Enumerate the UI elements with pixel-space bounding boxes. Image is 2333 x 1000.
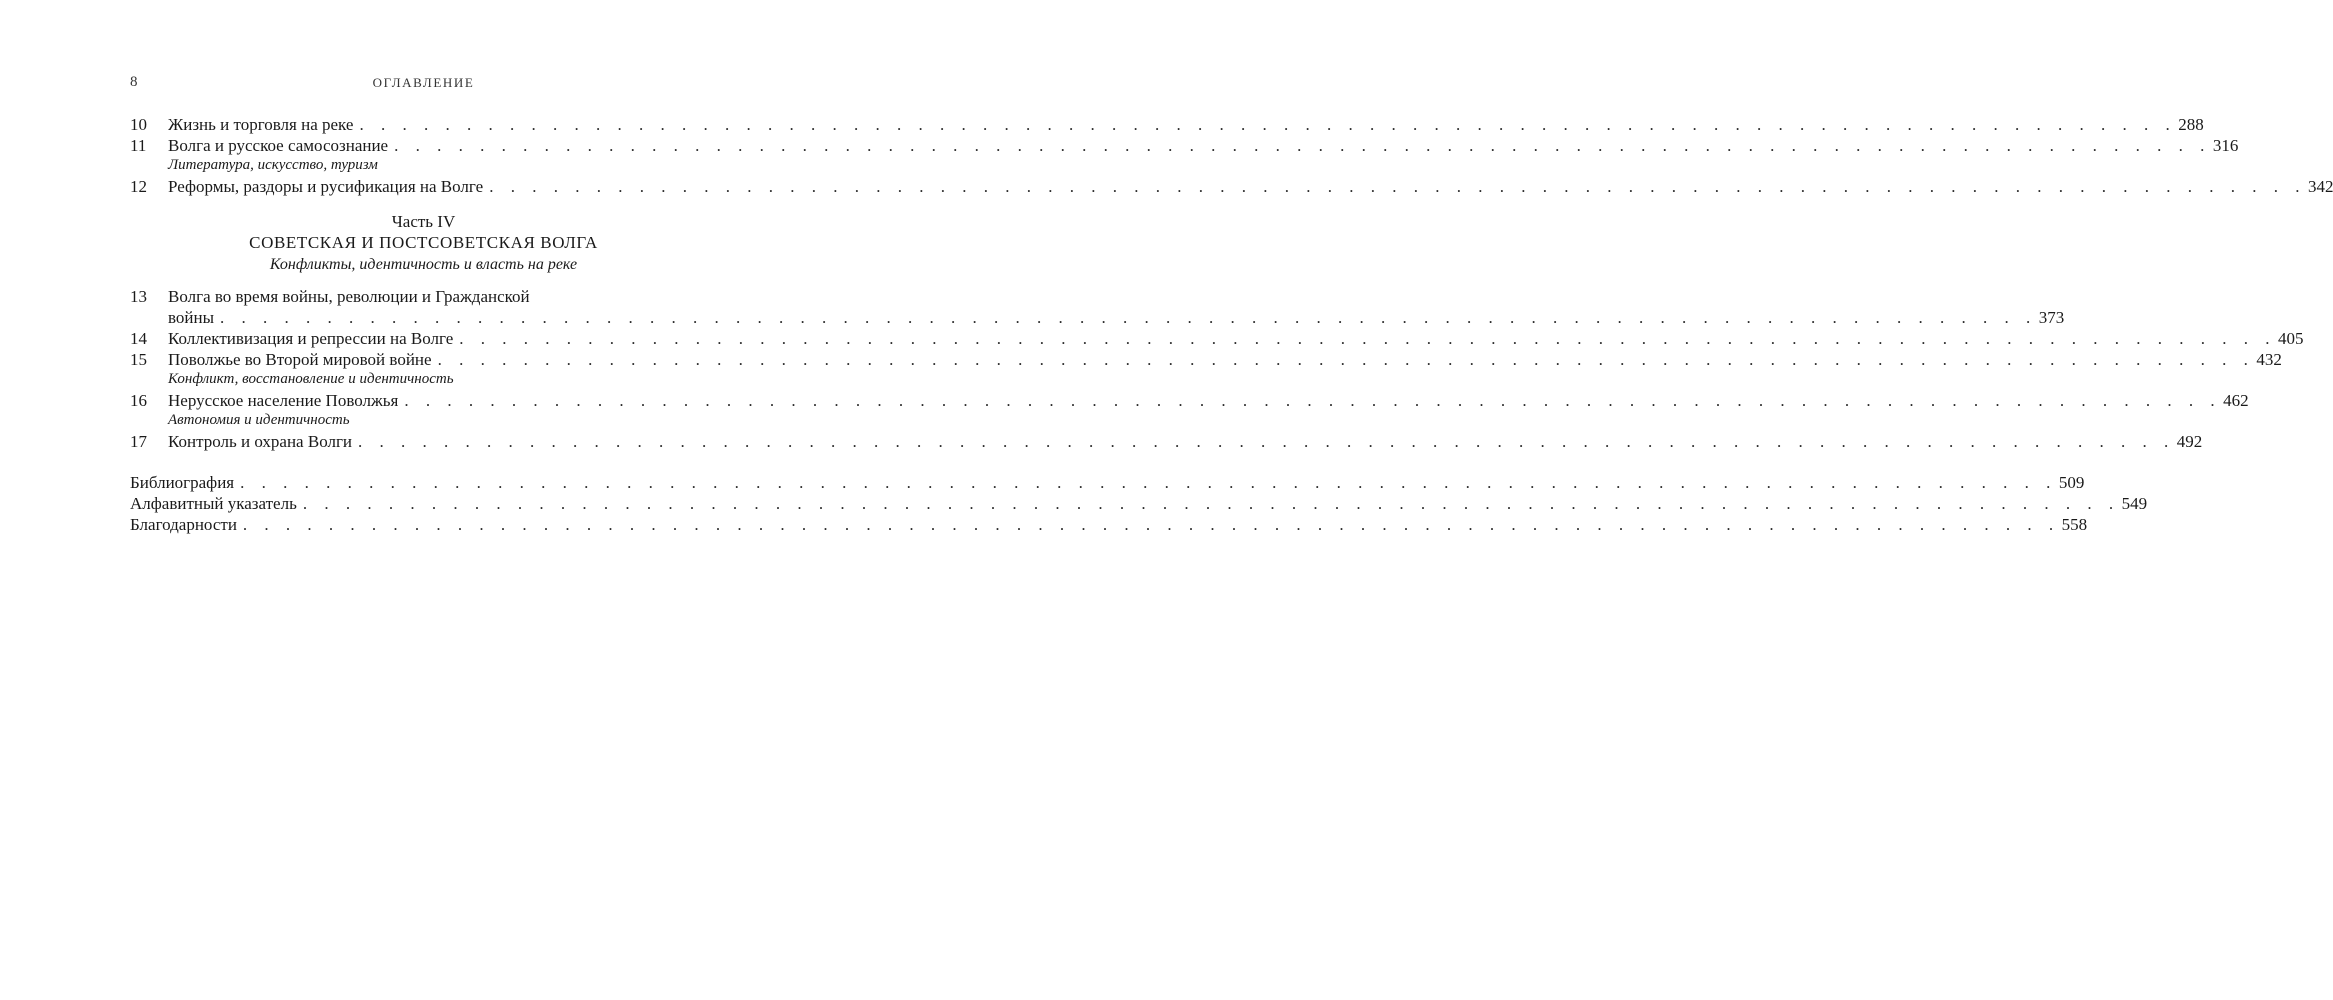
chapter-number: 11 [130,136,147,155]
back-matter-title: Благодарности [130,515,237,534]
page-ref: 492 [2176,432,2203,451]
dot-leader: . . . . . . . . . . . . . . . . . . . . . . . . . . . . . . . . . . . . . . . . . . . . . . . . . . . . . . . . . . . . . . . . . . . . . . . . . . . . . . . . . . . . . [394,136,2211,155]
chapter-number: 10 [130,115,147,134]
page-ref: 342 [2307,177,2333,196]
toc-entry-17[interactable] [130,431,2203,452]
part-heading [130,211,717,275]
toc-entry-13[interactable] [130,286,2065,328]
page-ref: 558 [2061,515,2088,534]
dot-leader: . . . . . . . . . . . . . . . . . . . . . . . . . . . . . . . . . . . . . . . . . . . . . . . . . . . . . . . . . . . . . . . . . . . . . . . . . . . . . . . . . . . . . [242,515,2060,534]
chapter-subtitle: Автономия и идентичность [168,412,350,428]
chapter-subtitle: Конфликт, восстановление и идентичность [168,371,454,387]
page-ref: 432 [2256,350,2282,369]
page-ref: 316 [2212,136,2239,155]
running-head [130,74,717,98]
toc-entry-15[interactable] [130,349,2282,390]
chapter-number: 12 [130,177,147,196]
chapter-title: Реформы, раздоры и русификация на Волге [168,177,484,196]
toc-entry-11[interactable] [130,135,2239,176]
dot-leader: . . . . . . . . . . . . . . . . . . . . . . . . . . . . . . . . . . . . . . . . . . . . . . . . . . . . . . . . . . . . . . . . . . . . . . . . . . . . . . . . . . . . . [220,308,2037,327]
chapter-number: 15 [130,350,147,369]
chapter-title: Нерусское население Поволжья [168,391,399,410]
chapter-number: 13 [130,287,147,306]
page-number: 8 [130,74,138,90]
book-page [130,74,2333,535]
part-label: Часть IV [391,212,456,231]
dot-leader: . . . . . . . . . . . . . . . . . . . . . . . . . . . . . . . . . . . . . . . . . . . . . . . . . . . . . . . . . . . . . . . . . . . . . . . . . . . . . . . . . . . . . [240,473,2057,492]
part-subtitle: Конфликты, идентичность и власть на реке [269,256,578,273]
dot-leader: . . . . . . . . . . . . . . . . . . . . . . . . . . . . . . . . . . . . . . . . . . . . . . . . . . . . . . . . . . . . . . . . . . . . . . . . . . . . . . . . . . . . . [404,391,2222,410]
chapter-subtitle: Литература, искусство, туризм [168,157,378,173]
toc-chapters-top [130,114,2333,197]
chapter-title: Жизнь и торговля на реке [168,115,354,134]
toc-entry-14[interactable] [130,328,2304,349]
chapter-number: 16 [130,391,147,410]
chapter-title: Поволжье во Второй мировой войне [168,350,432,369]
back-matter-title: Библиография [130,473,235,492]
chapter-title: Контроль и охрана Волги [168,432,353,451]
chapter-number: 17 [130,432,147,451]
dot-leader: . . . . . . . . . . . . . . . . . . . . . . . . . . . . . . . . . . . . . . . . . . . . . . . . . . . . . . . . . . . . . . . . . . . . . . . . . . . . . . . . . . . . . [302,494,2120,513]
page-ref: 373 [2038,308,2065,327]
toc-back-matter [130,472,2148,535]
chapter-number: 14 [130,329,147,348]
dot-leader: . . . . . . . . . . . . . . . . . . . . . . . . . . . . . . . . . . . . . . . . . . . . . . . . . . . . . . . . . . . . . . . . . . . . . . . . . . . . . . . . . . . . . [359,115,2177,134]
toc-entry-acknowledgements[interactable] [130,514,2088,535]
running-title: ОГЛАВЛЕНИЕ [372,75,475,90]
page-ref: 405 [2278,329,2304,348]
dot-leader: . . . . . . . . . . . . . . . . . . . . . . . . . . . . . . . . . . . . . . . . . . . . . . . . . . . . . . . . . . . . . . . . . . . . . . . . . . . . . . . . . . . . . [358,432,2175,451]
chapter-title: Коллективизация и репрессии на Волге [168,329,454,348]
page-ref: 288 [2178,115,2204,134]
toc-entry-bibliography[interactable] [130,472,2085,493]
chapter-title-line-2: войны [168,308,215,327]
back-matter-title: Алфавитный указатель [130,494,297,513]
page-ref: 509 [2058,473,2085,492]
toc-entry-index[interactable] [130,493,2148,514]
toc-chapters-part4 [130,286,2304,452]
chapter-title: Волга и русское самосознание [168,136,389,155]
page-ref: 462 [2223,391,2249,410]
page-ref: 549 [2121,494,2148,513]
chapter-title-line-1: Волга во время войны, революции и Гражданской [168,287,530,306]
toc-entry-16[interactable] [130,390,2249,431]
part-title: СОВЕТСКАЯ И ПОСТСОВЕТСКАЯ ВОЛГА [249,233,598,252]
toc-entry-12[interactable] [130,176,2333,197]
dot-leader: . . . . . . . . . . . . . . . . . . . . . . . . . . . . . . . . . . . . . . . . . . . . . . . . . . . . . . . . . . . . . . . . . . . . . . . . . . . . . . . . . . . . . [437,350,2255,369]
dot-leader: . . . . . . . . . . . . . . . . . . . . . . . . . . . . . . . . . . . . . . . . . . . . . . . . . . . . . . . . . . . . . . . . . . . . . . . . . . . . . . . . . . . . . [459,329,2277,348]
dot-leader: . . . . . . . . . . . . . . . . . . . . . . . . . . . . . . . . . . . . . . . . . . . . . . . . . . . . . . . . . . . . . . . . . . . . . . . . . . . . . . . . . . . . . [489,177,2306,196]
toc-entry-10[interactable] [130,114,2204,135]
